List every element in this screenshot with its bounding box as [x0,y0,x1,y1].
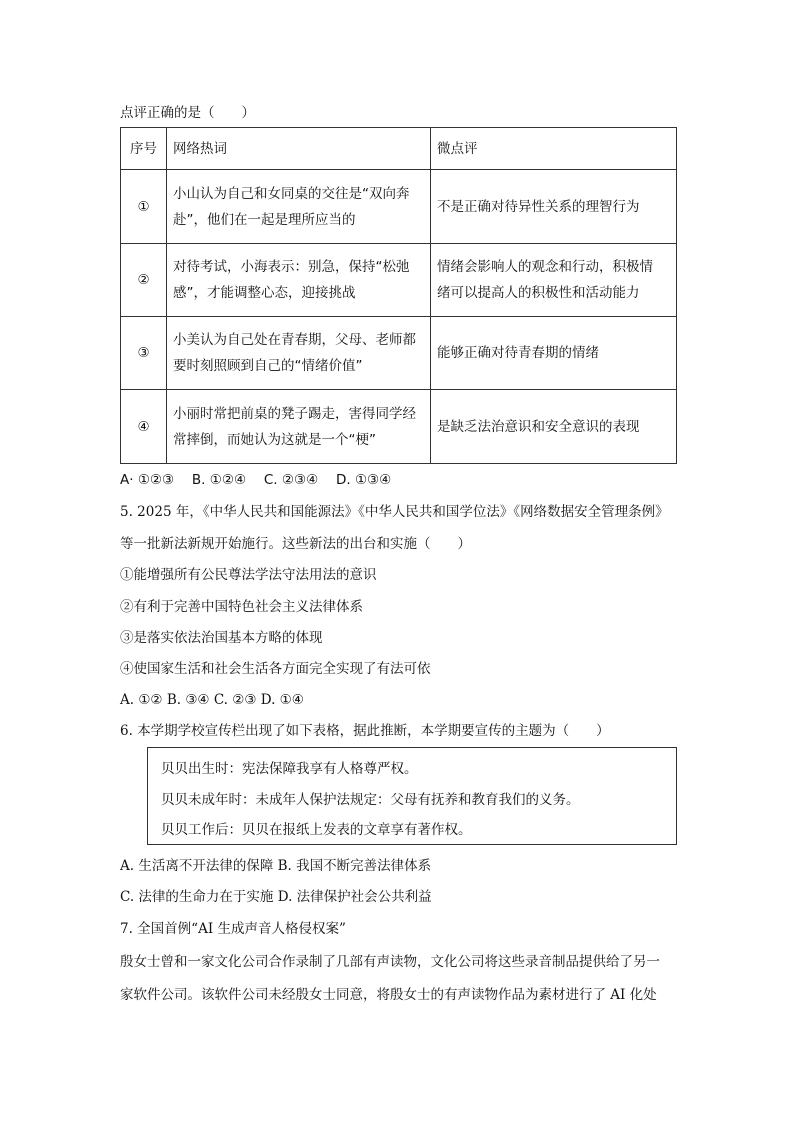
row-number: ① [121,170,167,244]
table-row [121,390,677,464]
cell-line: 常摔倒，而她认为这就是一个“梗” [173,431,376,448]
box-line: 贝贝出生时：宪法保障我享有人格尊严权。 [161,761,418,777]
q6-options-line-1: A. 生活离不开法律的保障 B. 我国不断完善法律体系 [120,858,432,874]
header-hot-word: 网络热词 [167,128,431,170]
cell-line: 绪可以提高人的积极性和活动能力 [437,285,640,301]
cell-line: 能够正确对待青春期的情绪 [437,345,599,361]
row-hot-word [167,170,431,244]
cell-line: 小丽时常把前桌的凳子踢走，害得同学经 [173,405,416,422]
box-line: 贝贝工作后：贝贝在报纸上发表的文章享有著作权。 [161,822,472,838]
row-number: ④ [121,390,167,464]
header-comment: 微点评 [431,128,677,170]
row-comment [431,244,677,317]
cell-line: 不是正确对待异性关系的理智行为 [437,198,640,215]
row-comment [431,170,677,244]
q5-item-4: ④使国家生活和社会生活各方面完全实现了有法可依 [120,661,431,677]
q5-stem-line-1: 5. 2025 年，《中华人民共和国能源法》《中华人民共和国学位法》《网络数据安全管理条例》 [120,504,669,520]
q7-para-line-1: 殷女士曾和一家文化公司合作录制了几部有声读物，文化公司将这些录音制品提供给了另一 [120,954,660,970]
cell-line: 要时刻照顾到自己的“情绪价值” [173,358,363,374]
row-comment [431,390,677,464]
table-row [121,170,677,244]
q5-options: A. ①② B. ③④ C. ②③ D. ①④ [120,692,304,708]
row-comment [431,317,677,390]
cell-line: 是缺乏法治意识和安全意识的表现 [437,418,640,435]
q6-info-box [147,747,677,845]
q4-options: A· ①②③ B. ①②④ C. ②③④ D. ①③④ [120,472,392,488]
row-number: ② [121,244,167,317]
q4-stem-tail: 点评正确的是（ ） [120,105,255,121]
table-row [121,317,677,390]
q5-item-3: ③是落实依法治国基本方略的体现 [120,630,323,646]
q7-para-line-2: 家软件公司。该软件公司未经殷女士同意，将殷女士的有声读物作品为素材进行了 AI 化处 [120,987,657,1003]
q6-options-line-2: C. 法律的生命力在于实施 D. 法律保护社会公共利益 [120,889,432,905]
q5-item-2: ②有利于完善中国特色社会主义法律体系 [120,599,363,615]
q7-title: 7. 全国首例“AI 生成声音人格侵权案” [120,921,346,937]
q5-stem-line-2: 等一批新法新规开始施行。这些新法的出台和实施（ ） [120,536,471,552]
table-row [121,244,677,317]
row-hot-word [167,317,431,390]
q4-table [120,127,677,464]
q5-item-1: ①能增强所有公民尊法学法守法用法的意识 [120,567,377,583]
table-header-row [121,128,677,170]
cell-line: 小山认为自己和女同桌的交往是“双向奔 [173,185,410,202]
cell-line: 赴”，他们在一起是理所应当的 [173,211,356,228]
cell-line: 小美认为自己处在青春期，父母、老师都 [173,332,416,348]
row-hot-word [167,390,431,464]
q6-stem: 6. 本学期学校宣传栏出现了如下表格，据此推断，本学期要宣传的主题为（ ） [120,723,610,739]
cell-line: 感”，才能调整心态，迎接挑战 [173,285,356,301]
box-line: 贝贝未成年时：未成年人保护法规定：父母有抚养和教育我们的义务。 [161,792,580,808]
row-number: ③ [121,317,167,390]
row-hot-word [167,244,431,317]
header-serial: 序号 [121,128,167,170]
cell-line: 对待考试，小海表示：别急，保持“松弛 [173,259,410,275]
cell-line: 情绪会影响人的观念和行动，积极情 [437,259,653,275]
